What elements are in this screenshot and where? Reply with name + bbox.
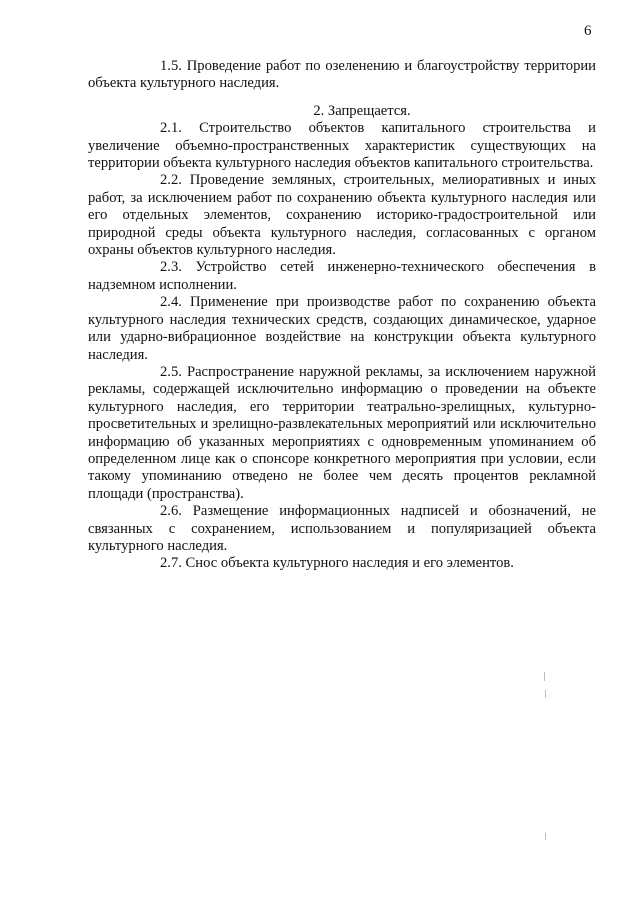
item-text: Строительство объектов капитального строительства и увеличение объемно-пространственных характеристик существующих на территории объекта культурного наследия объектов капитального строительства. — [88, 120, 596, 172]
item-2-2 — [88, 172, 596, 259]
item-1-5 — [88, 58, 596, 93]
item-2-1 — [88, 120, 596, 172]
scan-artifact — [545, 833, 546, 840]
item-number: 2.4. — [160, 294, 182, 311]
item-number: 2.2. — [160, 172, 182, 189]
item-text: Снос объекта культурного наследия и его элементов. — [185, 555, 514, 572]
item-2-5 — [88, 364, 596, 503]
item-number: 2.5. — [160, 363, 182, 380]
item-text: Применение при производстве работ по сохранению объекта культурного наследия технических средств, создающих динамическое, ударное или ударно-вибрационное воздействие на конструкции объекта культурного наследия. — [88, 294, 596, 363]
scan-artifact — [544, 672, 545, 681]
item-number: 1.5. — [160, 58, 182, 74]
item-text: Устройство сетей инженерно-технического обеспечения в надземном исполнении. — [88, 259, 596, 293]
page-number: 6 — [584, 23, 592, 39]
item-number: 2.1. — [160, 120, 182, 137]
section-heading: 2. Запрещается. — [313, 102, 411, 119]
item-2-7 — [88, 555, 596, 572]
item-text: Размещение информационных надписей и обозначений, не связанных с сохранением, использованием и популяризацией объекта культурного наследия. — [88, 503, 596, 554]
item-number: 2.7. — [160, 555, 182, 572]
item-text: Проведение земляных, строительных, мелиоративных и иных работ, за исключением работ по сохранению объекта культурного наследия или его отдельных элементов, сохранению историко-градостроительной или природной среды объекта культурного наследия, согласованных с органом охраны объектов культурного наследия. — [88, 172, 596, 259]
item-2-4 — [88, 294, 596, 364]
document-body — [88, 58, 596, 573]
item-2-3 — [88, 259, 596, 294]
item-number: 2.3. — [160, 259, 182, 276]
scan-artifact — [545, 690, 546, 698]
item-text: Проведение работ по озеленению и благоустройству территории объекта культурного наследия. — [88, 58, 596, 92]
item-text: Распространение наружной рекламы, за исключением наружной рекламы, содержащей исключительно информацию о проведении на объекте культурного наследия, его территории театрально-зрелищных, культурно-просветительных и зрелищно-развлекательных мероприятий или исключительно информацию об указанных мероприятиях с одновременным упоминанием об определенном лице как о спонсоре конкретного мероприятия при условии, если такому упоминанию отведено не более чем десять процентов рекламной площади (пространства). — [88, 363, 596, 502]
item-number: 2.6. — [160, 503, 182, 520]
item-2-6 — [88, 503, 596, 555]
